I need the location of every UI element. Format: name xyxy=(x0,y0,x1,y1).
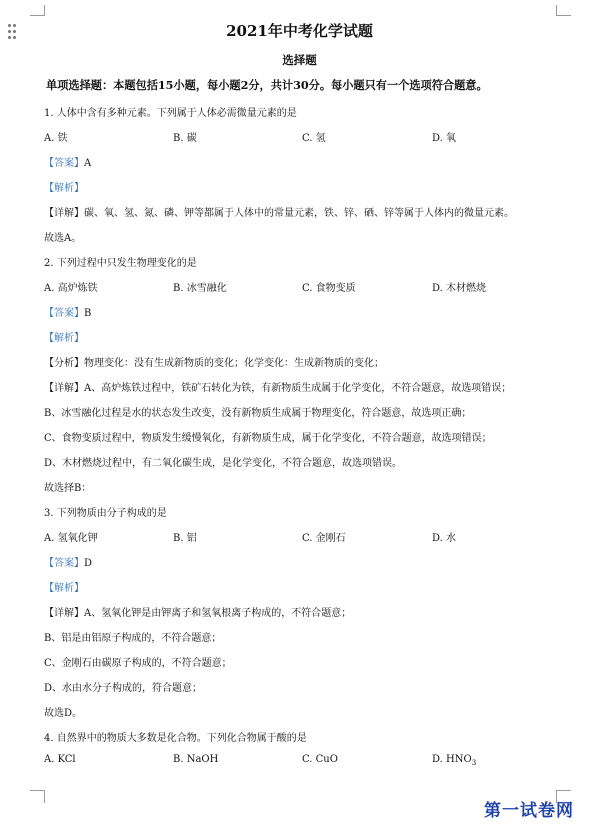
answer-tag: 【答案】 xyxy=(44,158,84,169)
detail-tag: 【详解】 xyxy=(44,208,84,219)
q3-option-c: C. 金刚石 xyxy=(302,533,346,544)
q4-option-a: A. KCl xyxy=(44,754,76,765)
q1-answer: A xyxy=(84,158,92,169)
q3-option-b: B. 铝 xyxy=(173,533,197,544)
q2-detail-c: C、食物变质过程中，物质发生缓慢氧化，有新物质生成，属于化学变化，不符合题意，故选项错误； xyxy=(44,433,492,444)
q2-answer-line xyxy=(44,304,91,319)
q3-answer: D xyxy=(84,558,93,569)
page-title: 2021年中考化学试题 xyxy=(226,22,373,40)
fenxi-tag: 【分析】 xyxy=(44,358,84,369)
q3-conclusion: 故选D。 xyxy=(44,708,83,719)
q2-detail-b: B、冰雪融化过程是水的状态发生改变，没有新物质生成属于物理变化，符合题意，故选项正确； xyxy=(44,408,472,419)
q1-detail: 【详解】碳、氧、氢、氮、磷、钾等都属于人体中的常量元素，铁、锌、硒、锌等属于人体内的微量元素。 xyxy=(44,208,514,219)
analysis-tag: 【解析】 xyxy=(44,333,84,344)
q3-detail: 【详解】A、氢氧化钾是由钾离子和氢氧根离子构成的，不符合题意； xyxy=(44,608,352,619)
detail-tag: 【详解】 xyxy=(44,608,84,619)
q2-option-a: A. 高炉炼铁 xyxy=(44,283,98,294)
q2-answer: B xyxy=(84,308,92,319)
question-4: 4. 自然界中的物质大多数是化合物。下列化合物属于酸的是 xyxy=(44,733,307,744)
question-1: 1. 人体中含有多种元素。下列属于人体必需微量元素的是 xyxy=(44,108,297,119)
answer-tag: 【答案】 xyxy=(44,308,84,319)
q3-detail-d: D、水由水分子构成的，符合题意； xyxy=(44,683,203,694)
q2-fenxi: 【分析】物理变化：没有生成新物质的变化；化学变化：生成新物质的变化； xyxy=(44,358,384,369)
q3-answer-line xyxy=(44,554,92,569)
q4-option-d: D. $HNO_3$ xyxy=(432,754,477,767)
section-instruction: 单项选择题：本题包括15小题，每小题2分，共计30分。每小题只有一个选项符合题意。 xyxy=(46,78,488,92)
page-corner-mark xyxy=(556,5,571,16)
page-corner-mark xyxy=(30,5,45,16)
site-watermark: 第一试卷网 xyxy=(484,801,574,821)
question-2: 2. 下列过程中只发生物理变化的是 xyxy=(44,258,197,269)
q4-option-b: B. NaOH xyxy=(173,754,219,765)
q1-option-c: C. 氢 xyxy=(302,133,326,144)
q2-option-b: B. 冰雪融化 xyxy=(173,283,227,294)
answer-tag: 【答案】 xyxy=(44,558,84,569)
q4-option-c: C. CuO xyxy=(302,754,338,765)
q2-conclusion: 故选择B： xyxy=(44,483,92,494)
q2-detail: 【详解】A、高炉炼铁过程中，铁矿石转化为铁，有新物质生成属于化学变化，不符合题意，故选项错误； xyxy=(44,383,512,394)
q1-option-d: D. 氧 xyxy=(432,133,457,144)
q1-answer-line xyxy=(44,154,91,169)
q1-conclusion: 故选A。 xyxy=(44,233,82,244)
q3-detail-b: B、铝是由铝原子构成的，不符合题意； xyxy=(44,633,222,644)
q2-option-c: C. 食物变质 xyxy=(302,283,356,294)
section-title: 选择题 xyxy=(282,53,317,67)
detail-tag: 【详解】 xyxy=(44,383,84,394)
question-3: 3. 下列物质由分子构成的是 xyxy=(44,508,167,519)
analysis-tag: 【解析】 xyxy=(44,583,84,594)
q1-option-b: B. 碳 xyxy=(173,133,197,144)
analysis-tag: 【解析】 xyxy=(44,183,84,194)
q2-option-d: D. 木材燃烧 xyxy=(432,283,487,294)
q3-option-a: A. 氢氧化钾 xyxy=(44,533,98,544)
page-corner-mark xyxy=(30,790,45,803)
q3-option-d: D. 水 xyxy=(432,533,457,544)
q2-detail-d: D、木材燃烧过程中，有二氧化碳生成，是化学变化，不符合题意，故选项错误。 xyxy=(44,458,403,469)
q1-option-a: A. 铁 xyxy=(44,133,68,144)
q3-detail-c: C、金刚石由碳原子构成的，不符合题意； xyxy=(44,658,232,669)
